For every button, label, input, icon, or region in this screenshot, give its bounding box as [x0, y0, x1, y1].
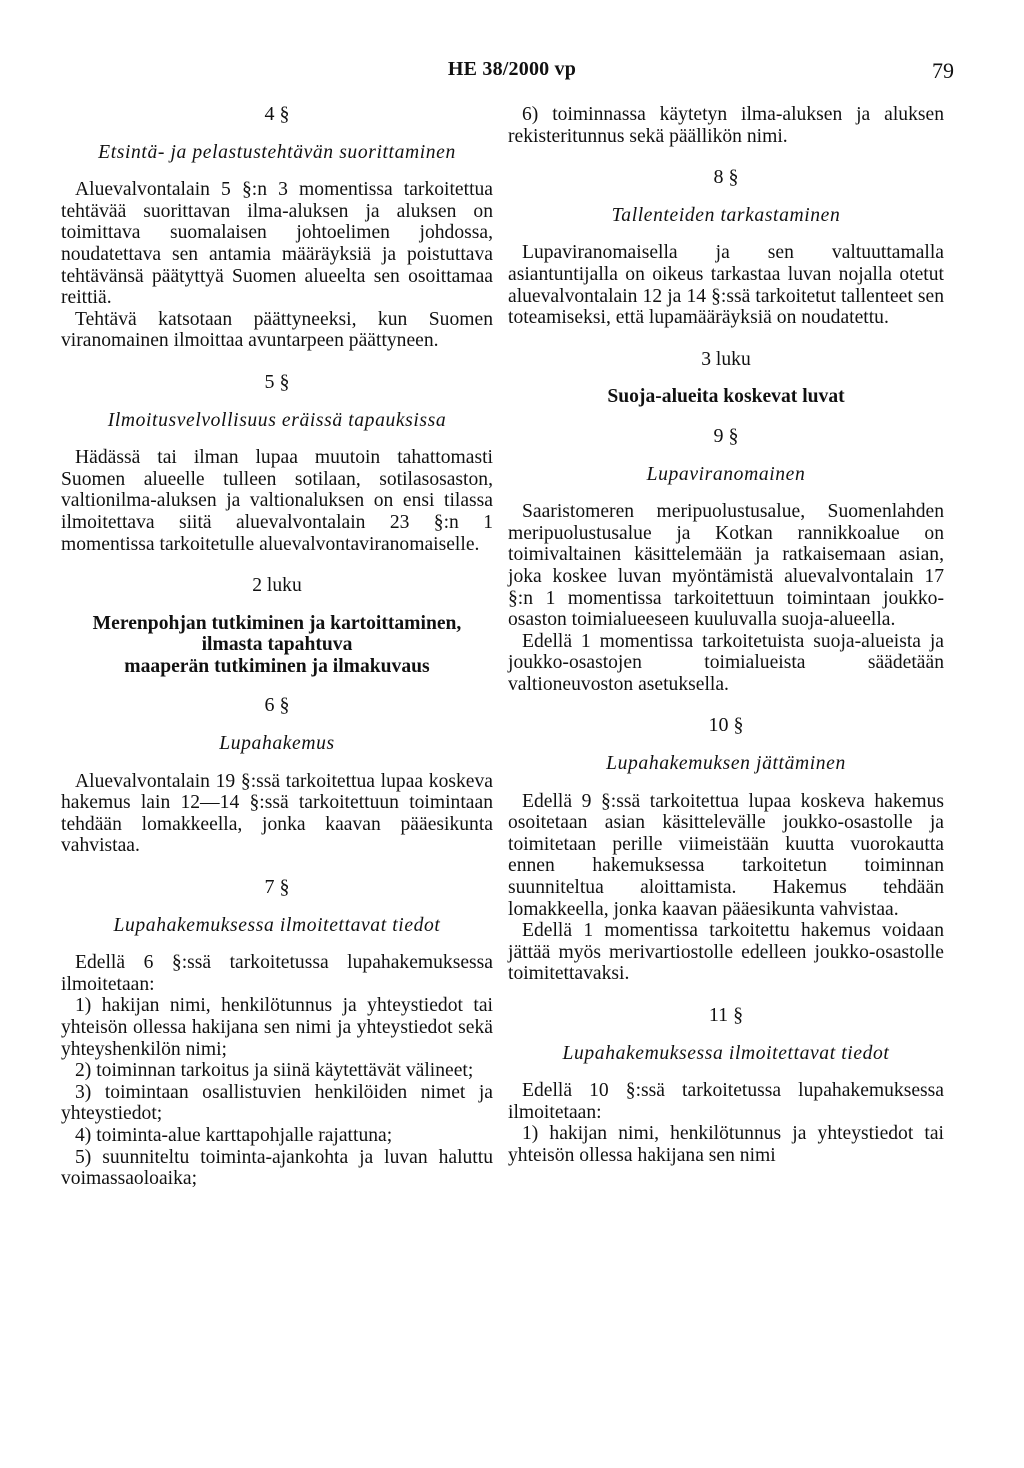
section-6-number: 6 § [264, 694, 290, 717]
chapter-3-number: 3 luku [701, 348, 751, 370]
section-7-item-6: 6) toiminnassa käytetyn ilma-aluksen ja aluksen rekisteritunnus sekä päällikön nimi. [508, 104, 944, 147]
section-7-item-4: 4) toiminta-alue karttapohjalle rajattuna; [75, 1124, 393, 1146]
section-5-paragraph-1: Hädässä tai ilman lupaa muutoin tahattomasti Suomen alueelle tulleen sotilaan, sotilasosaston, valtionilma-aluksen ja valtionaluksen on ensi tilassa ilmoitettava siitä aluevalvontalain 23 §:n 1 momentissa tarkoitetulle aluevalvontaviranomaiselle. [61, 447, 493, 555]
section-9-number: 9 § [713, 424, 739, 447]
section-6-title: Lupahakemus [219, 733, 335, 755]
section-4-paragraph-2: Tehtävä katsotaan päättyneeksi, kun Suomen viranomainen ilmoittaa avuntarpeen päättyneen. [61, 308, 493, 352]
section-4-paragraph-1: Aluevalvontalain 5 §:n 3 momentissa tarkoitettua tehtävää suorittavan ilma-aluksen ja aluksen on toimittava suomalaisen johtoelimen johdossa, noudatettava sen antamia määräyksiä ja poistuttava tehtävänsä päätyttyä Suomen alueelta sen osoittamaa reittiä. [61, 179, 493, 309]
chapter-2-number: 2 luku [252, 575, 302, 597]
section-7-title: Lupahakemuksessa ilmoitettavat tiedot [113, 914, 441, 936]
section-10-paragraph-2: Edellä 1 momentissa tarkoitettu hakemus voidaan jättää myös merivartiostolle edelleen joukko-osastolle toimitettavaksi. [508, 920, 944, 985]
section-7-item-3: 3) toimintaan osallistuvien henkilöiden nimet ja yhteystiedot; [61, 1081, 493, 1125]
section-7-item-1: 1) hakijan nimi, henkilötunnus ja yhteystiedot tai yhteisön ollessa hakijana sen nimi ja yhteystiedot sekä yhteyshenkilön nimi; [61, 995, 493, 1060]
section-10-paragraph-1: Edellä 9 §:ssä tarkoitettua lupaa koskeva hakemus osoitetaan asian käsittelevälle joukko-osastolle ja toimitetaan perille viimeistään kuutta vuorokautta ennen hakemuksessa tarkoitetun toiminnan suunniteltua aloittamista. Hakemus tehdään lomakkeella, jonka kaavan pääesikunta vahvistaa. [508, 790, 944, 920]
running-header: HE 38/2000 vp [447, 58, 577, 80]
section-7-paragraph-1: Edellä 6 §:ssä tarkoitetussa lupahakemuksessa ilmoitetaan: [61, 952, 493, 995]
section-10-title: Lupahakemuksen jättäminen [606, 753, 846, 775]
chapter-3-title: Suoja-alueita koskevat luvat [607, 386, 845, 408]
section-7-item-2: 2) toiminnan tarkoitus ja siinä käytettävät välineet; [75, 1060, 474, 1082]
section-9-title: Lupaviranomainen [646, 463, 806, 485]
section-11-item-1: 1) hakijan nimi, henkilötunnus ja yhteystiedot tai yhteisön ollessa hakijana sen nimi [508, 1123, 944, 1166]
section-7-item-5: 5) suunniteltu toiminta-ajankohta ja luvan haluttu voimassaoloaika; [61, 1146, 493, 1190]
chapter-2-title-line-2: ilmasta tapahtuva [201, 634, 353, 656]
section-10-number: 10 § [708, 714, 744, 737]
section-6-paragraph-1: Aluevalvontalain 19 §:ssä tarkoitettua lupaa koskeva hakemus lain 12—14 §:ssä tarkoitettuun toimintaan tehdään lomakkeella, jonka kaavan pääesikunta vahvistaa. [61, 770, 493, 857]
section-11-number: 11 § [708, 1004, 744, 1026]
chapter-2-title-line-1: Merenpohjan tutkiminen ja kartoittaminen, [92, 612, 462, 634]
chapter-2-title-line-3: maaperän tutkiminen ja ilmakuvaus [124, 655, 430, 677]
section-11-paragraph-1: Edellä 10 §:ssä tarkoitetussa lupahakemuksessa ilmoitetaan: [508, 1080, 944, 1123]
section-8-paragraph-1: Lupaviranomaisella ja sen valtuuttamalla asiantuntijalla on oikeus tarkastaa luvan nojalla otetut aluevalvontalain 12 ja 14 §:ssä tarkoitetut tallenteet sen toteamiseksi, että lupamääräyksiä on noudatettu. [508, 242, 944, 329]
section-4-number: 4 § [264, 103, 290, 125]
left-column [61, 104, 493, 1190]
section-7-number: 7 § [264, 876, 290, 899]
section-9-paragraph-1: Saaristomeren meripuolustusalue, Suomenlahden meripuolustusalue ja Kotkan rannikkoalue on toimivaltainen käsittelemään ja ratkaisemaan asian, joka koskee luvan myöntämistä aluevalvontalain 17 §:n 1 momentissa tarkoitettuun toimintaan joukko-osaston toimialueeseen kuuluvalla suoja-alueella. [508, 501, 944, 631]
chapter-2-title [61, 613, 493, 678]
section-4-title: Etsintä- ja pelastustehtävän suorittaminen [98, 141, 456, 163]
section-11-title: Lupahakemuksessa ilmoitettavat tiedot [562, 1042, 890, 1064]
section-5-number: 5 § [264, 370, 290, 393]
right-column [508, 104, 944, 1167]
section-8-number: 8 § [713, 166, 739, 189]
section-5-title: Ilmoitusvelvollisuus eräissä tapauksissa [107, 409, 447, 431]
section-8-title: Tallenteiden tarkastaminen [611, 204, 841, 226]
page-number: 79 [932, 58, 954, 83]
section-9-paragraph-2: Edellä 1 momentissa tarkoitetuista suoja-alueista ja joukko-osastojen toimialueista säädetään valtioneuvoston asetuksella. [508, 630, 944, 695]
